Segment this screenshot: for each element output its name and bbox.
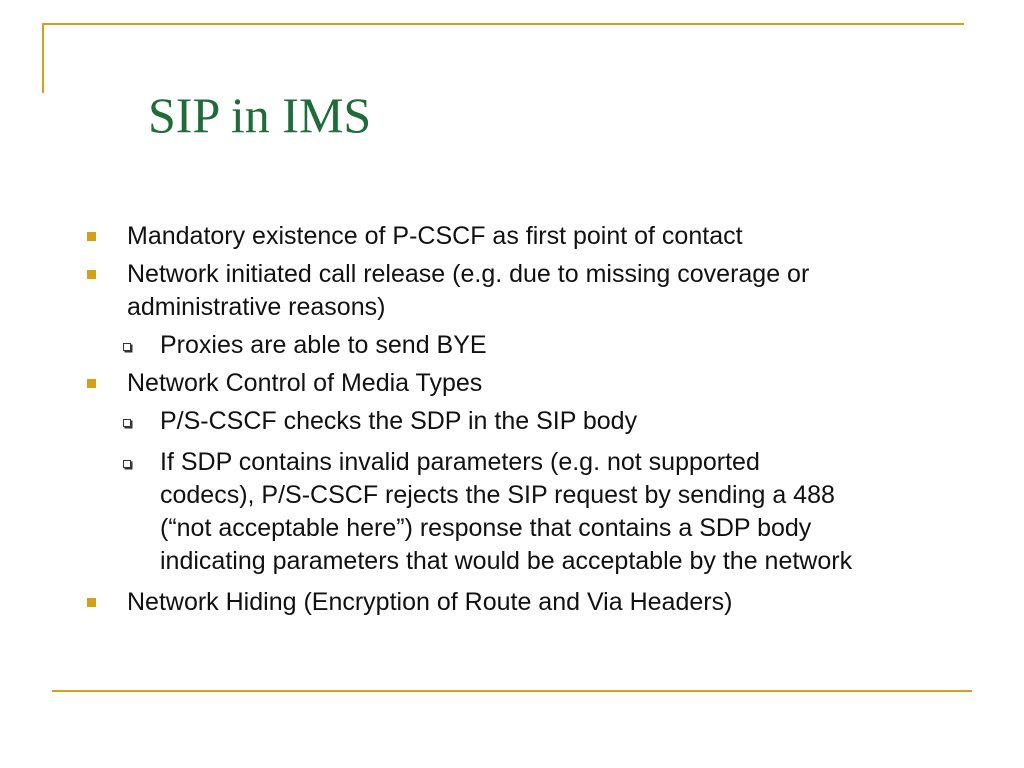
box-bullet-icon bbox=[123, 419, 131, 427]
bullet-item bbox=[0, 586, 1024, 619]
sub-bullet-text: Proxies are able to send BYE bbox=[160, 331, 487, 359]
bullet-text: Network Control of Media Types bbox=[127, 369, 483, 397]
square-bullet-icon bbox=[87, 598, 96, 607]
frame-bottom-rule bbox=[52, 690, 972, 692]
frame-top-rule bbox=[42, 23, 964, 25]
bullet-text: Network Hiding (Encryption of Route and Via Headers) bbox=[127, 588, 733, 616]
frame-left-rule bbox=[42, 23, 44, 93]
bullet-text: Mandatory existence of P-CSCF as first point of contact bbox=[127, 222, 743, 250]
square-bullet-icon bbox=[87, 379, 96, 388]
sub-bullet-text: P/S-CSCF checks the SDP in the SIP body bbox=[160, 407, 638, 435]
square-bullet-icon bbox=[87, 232, 96, 241]
sub-bullet-item bbox=[0, 405, 1024, 438]
box-bullet-icon bbox=[123, 460, 131, 468]
sub-bullet-text: If SDP contains invalid parameters (e.g. not supported codecs), P/S-CSCF rejects the SIP request by sending a 488 (“not acceptable here”) response that contains a SDP body indicating parameters that would be acceptable by the network bbox=[160, 448, 853, 575]
bullet-list bbox=[0, 220, 1024, 624]
slide-title: SIP in IMS bbox=[148, 87, 372, 143]
sub-bullet-item bbox=[0, 446, 1024, 578]
bullet-item bbox=[0, 367, 1024, 400]
bullet-text: Network initiated call release (e.g. due to missing coverage or administrative reasons) bbox=[127, 260, 810, 321]
box-bullet-icon bbox=[123, 343, 131, 351]
bullet-item bbox=[0, 258, 1024, 324]
sub-bullet-item bbox=[0, 329, 1024, 362]
bullet-item bbox=[0, 220, 1024, 253]
square-bullet-icon bbox=[87, 270, 96, 279]
